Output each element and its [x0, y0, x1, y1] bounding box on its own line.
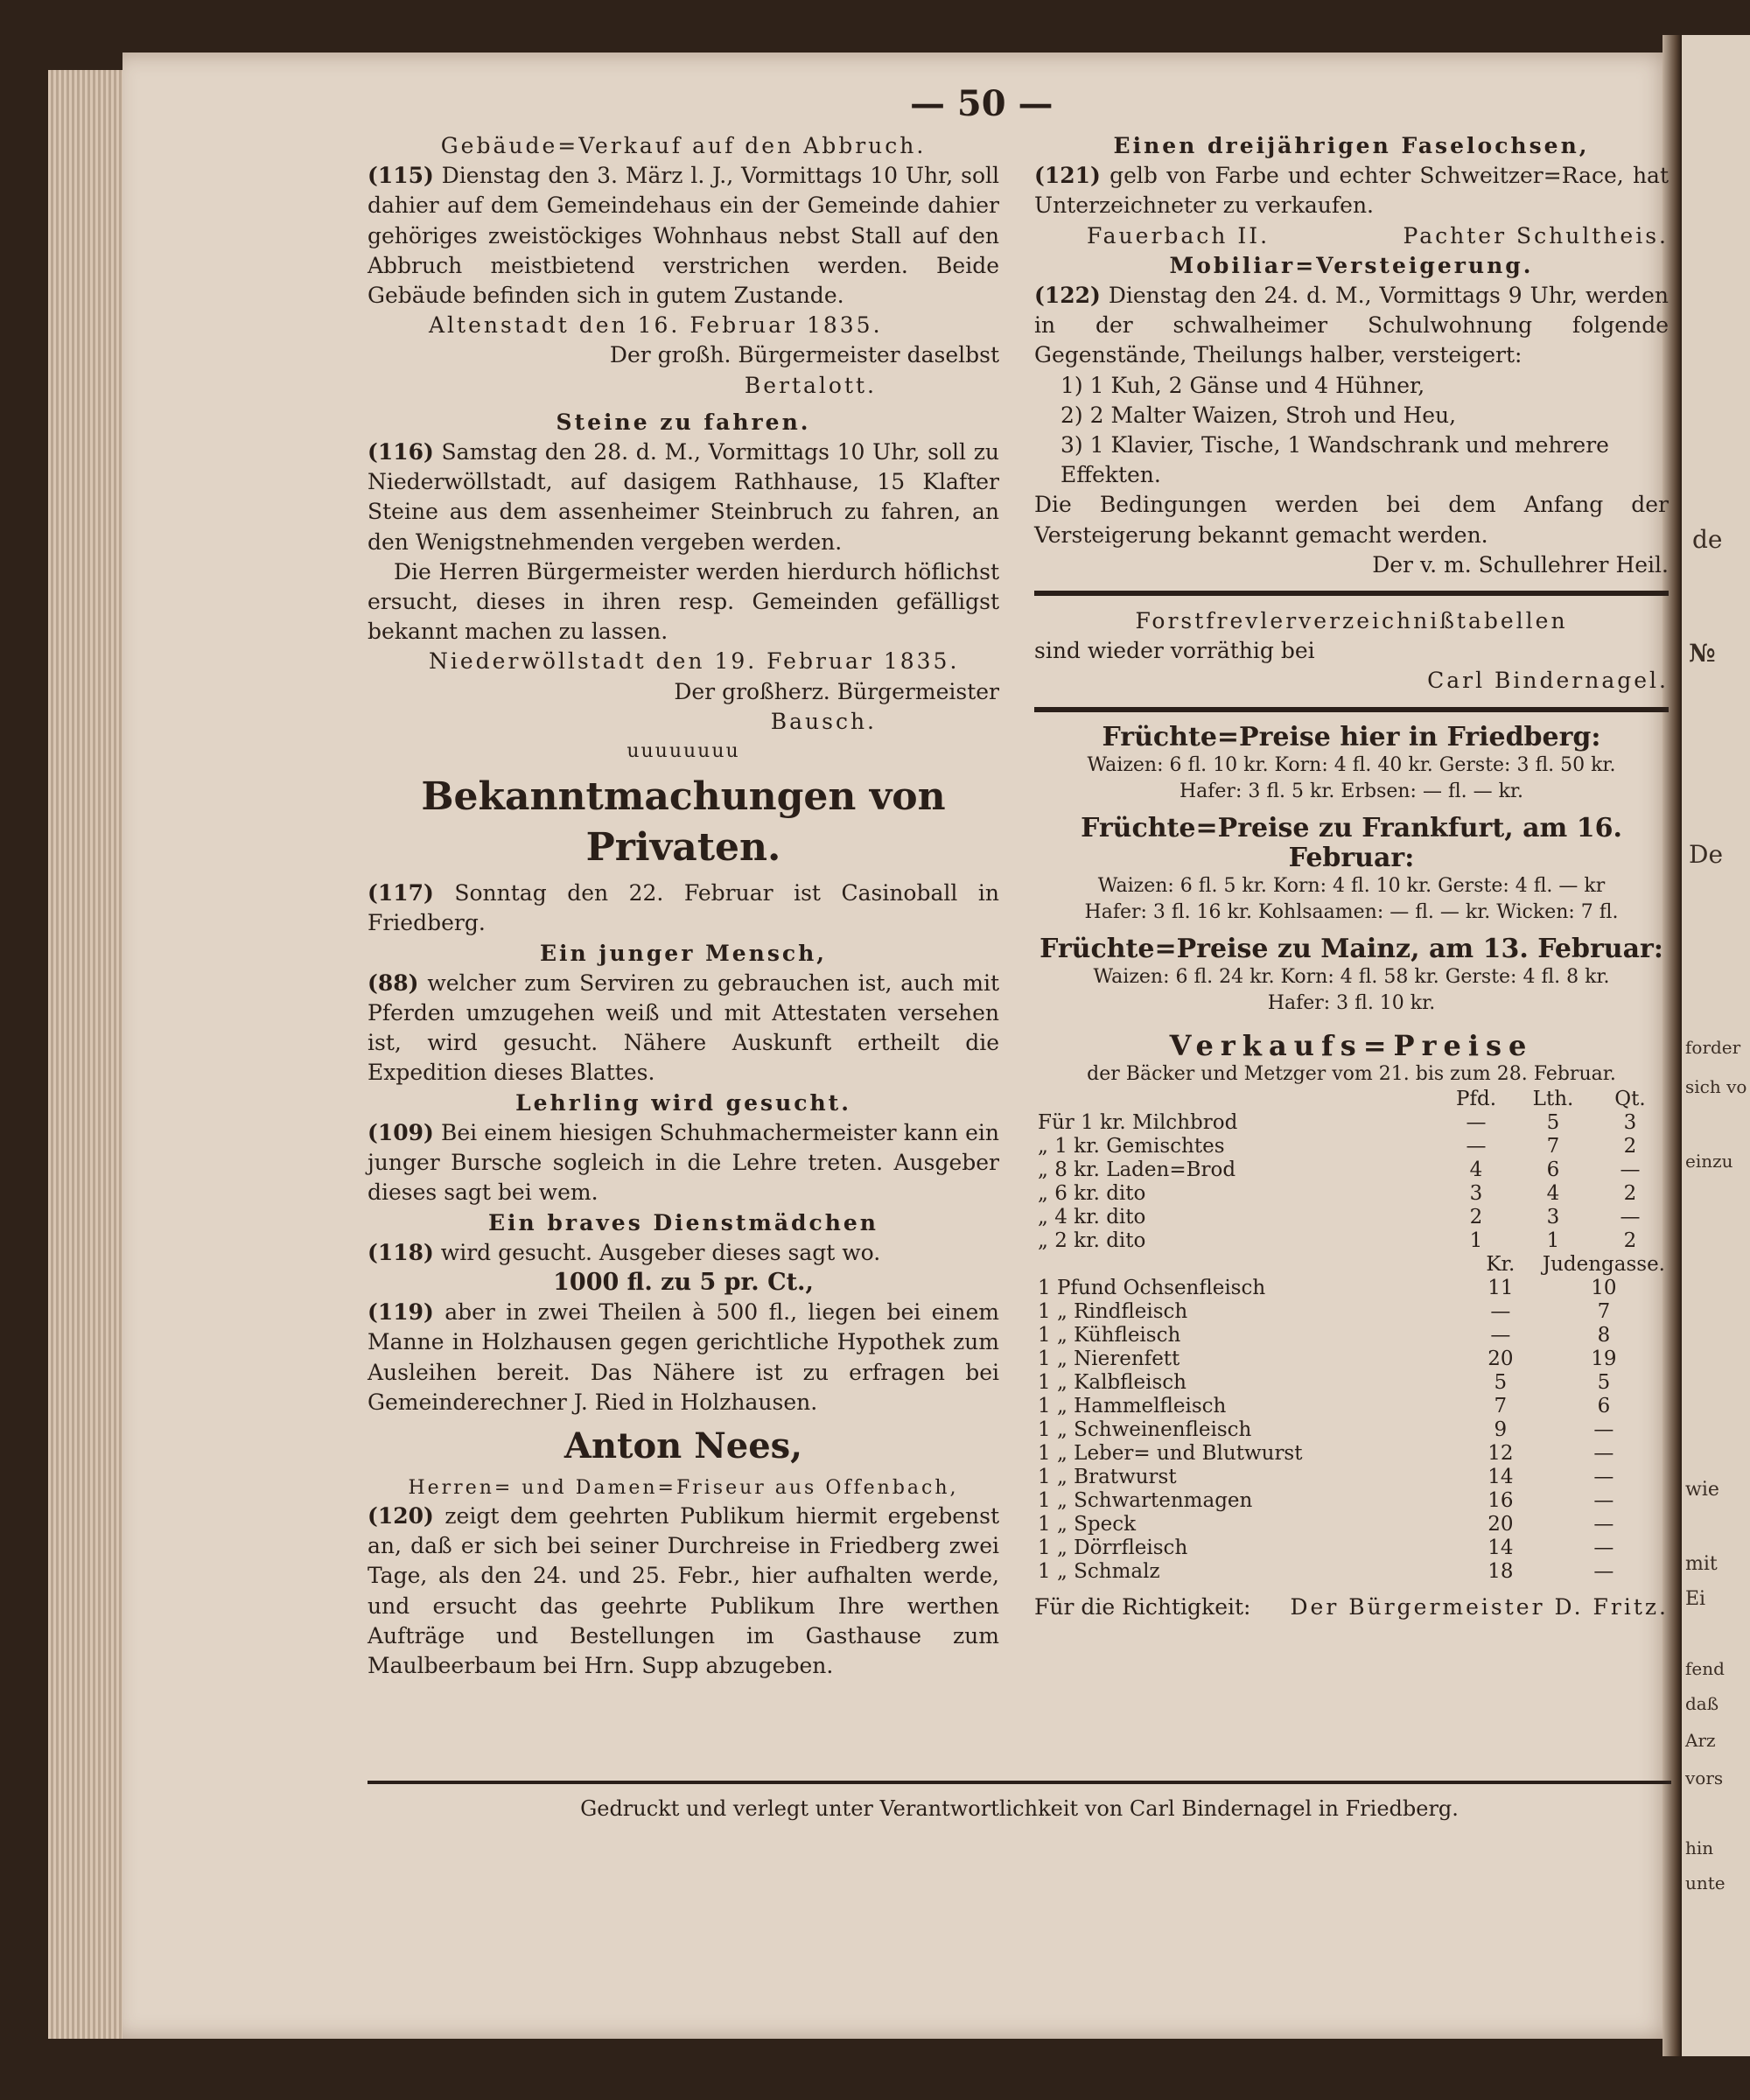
peek-text: de [1692, 525, 1723, 554]
table-cell: — [1593, 1441, 1614, 1465]
peek-text: daß [1685, 1693, 1719, 1714]
table-cell: — [1466, 1134, 1487, 1158]
table-cell: 12 [1488, 1441, 1514, 1465]
bread-table-row [1034, 1111, 1669, 1135]
prices-friedberg-title: Früchte=Preise hier in Friedberg: [1102, 721, 1601, 752]
notice-119-title: 1000 fl. zu 5 pr. Ct., [553, 1268, 814, 1296]
notice-116-title: Steine zu fahren. [556, 409, 811, 435]
bread-table-row [1034, 1229, 1669, 1253]
table-cell: 20 [1488, 1347, 1514, 1370]
notice-signature: Pachter Schultheis. [1403, 222, 1669, 248]
notice-117 [368, 878, 999, 938]
notice-place: Niederwöllstadt den 19. Februar 1835. [429, 648, 960, 675]
printer-footer: Gedruckt und verlegt unter Verantwortlichkeit von Carl Bindernagel in Friedberg. [368, 1781, 1671, 1821]
notice-122-item: 2) 2 Malter Waizen, Stroh und Heu, [1060, 402, 1457, 428]
notice-number: (122) [1034, 283, 1101, 309]
table-cell: Für 1 kr. Milchbrod [1038, 1110, 1238, 1134]
table-cell: — [1490, 1323, 1511, 1347]
notice-119 [368, 1298, 999, 1418]
table-cell: 1 „ Dörrfleisch [1038, 1536, 1188, 1559]
table-cell: — [1620, 1158, 1641, 1181]
meat-table-row [1034, 1560, 1669, 1584]
left-column [368, 131, 999, 1681]
table-header-cell: Judengasse. [1542, 1252, 1665, 1276]
notice-text-2: Die Bedingungen werden bei dem Anfang der Versteigerung bekannt gemacht werden. [1034, 492, 1669, 548]
table-cell: 2 [1469, 1205, 1483, 1228]
verkauf-footer [1034, 1592, 1669, 1622]
verkauf-title: Verkaufs=Preise [1169, 1029, 1534, 1063]
notice-number: (109) [368, 1119, 434, 1145]
table-header-cell [1034, 1253, 1462, 1277]
table-header-cell: Lth. [1532, 1087, 1574, 1110]
table-cell: „ 6 kr. dito [1038, 1181, 1146, 1205]
table-cell: 3 [1546, 1205, 1560, 1228]
notice-text: zeigt dem geehrten Publikum hiermit ergebenst an, daß er sich bei seiner Durchreise in Friedberg zwei Tage, als den 24. und 25. Febr., hier aufhalten werde, und ersucht das geehrte Publikum Ihre werthen Aufträge und Bestellungen im Gasthause zum Maulbeerbaum bei Hrn. Supp abzugeben. [368, 1502, 999, 1678]
table-cell: 7 [1546, 1134, 1560, 1158]
prices-mainz-title: Früchte=Preise zu Mainz, am 13. Februar: [1040, 934, 1663, 965]
table-cell: 9 [1494, 1418, 1508, 1441]
peek-text: sich vo [1685, 1076, 1747, 1097]
notice-number: (115) [368, 163, 434, 189]
notice-signature-name: Bausch. [770, 708, 877, 734]
table-cell: 6 [1546, 1158, 1560, 1181]
table-cell: 6 [1597, 1394, 1611, 1418]
notice-text-2: Die Herren Bürgermeister werden hierdurch höflichst ersucht, dieses in ihren resp. Gemeinden gefälligst bekannt machen zu lassen. [368, 558, 999, 645]
right-column [1034, 131, 1669, 1622]
prices-friedberg-line: Waizen: 6 fl. 10 kr. Korn: 4 fl. 40 kr. Gerste: 3 fl. 50 kr. [1087, 753, 1616, 776]
forst-line-2: sind wieder vorräthig bei [1034, 638, 1315, 664]
forst-line-1: Forstfrevlerverzeichnißtabellen [1135, 608, 1568, 634]
bread-price-table [1034, 1088, 1669, 1253]
notice-text: welcher zum Serviren zu gebrauchen ist, auch mit Pferden umzugehen weiß und mit Attestaten versehen ist, wird gesucht. Nähere Auskunft ertheilt die Expedition dieses Blattes. [368, 970, 999, 1086]
notice-number: (121) [1034, 163, 1101, 189]
notice-text: gelb von Farbe und echter Schweitzer=Race, hat Unterzeichneter zu verkaufen. [1034, 163, 1669, 219]
table-cell: 4 [1469, 1158, 1483, 1181]
meat-table-row [1034, 1489, 1669, 1513]
notice-88-title: Ein junger Mensch, [539, 940, 828, 966]
table-cell: 3 [1469, 1181, 1483, 1205]
prices-frankfurt-title: Früchte=Preise zu Frankfurt, am 16. Februar: [1081, 812, 1622, 874]
prices-frankfurt-line: Hafer: 3 fl. 16 kr. Kohlsaamen: — fl. — kr. Wicken: 7 fl. [1084, 901, 1619, 924]
notice-signature: Der großh. Bürgermeister daselbst [609, 342, 999, 368]
table-cell: — [1620, 1205, 1641, 1228]
meat-price-table [1034, 1253, 1669, 1584]
verkauf-subtitle: der Bäcker und Metzger vom 21. bis zum 28. Februar. [1087, 1062, 1616, 1085]
prices-mainz-line: Hafer: 3 fl. 10 kr. [1267, 992, 1436, 1015]
table-cell: 20 [1488, 1512, 1514, 1536]
notice-text: Bei einem hiesigen Schuhmachermeister kann ein junger Bursche sogleich in die Lehre treten. Ausgeber dieses sagt bei wem. [368, 1119, 999, 1206]
table-cell: 1 „ Schwartenmagen [1038, 1488, 1253, 1512]
meat-table-row [1034, 1536, 1669, 1560]
table-cell: 1 Pfund Ochsenfleisch [1038, 1276, 1266, 1299]
verkauf-footer-left: Für die Richtigkeit: [1034, 1593, 1251, 1620]
table-cell: 11 [1488, 1276, 1514, 1299]
notice-number: (117) [368, 880, 434, 906]
verkauf-footer-right: Der Bürgermeister D. Fritz. [1290, 1593, 1669, 1620]
notice-number: (118) [368, 1239, 434, 1265]
table-cell: „ 8 kr. Laden=Brod [1038, 1158, 1236, 1181]
peek-text: fend [1685, 1658, 1725, 1679]
notice-text: Sonntag den 22. Februar ist Casinoball in Friedberg. [368, 880, 999, 936]
notice-text: Dienstag den 24. d. M., Vormittags 9 Uhr, werden in der schwalheimer Schulwohnung folgende Gegenstände, Theilungs halber, versteigert: [1034, 283, 1669, 368]
meat-table-row [1034, 1324, 1669, 1348]
notice-120-subtitle: Herren= und Damen=Friseur aus Offenbach, [408, 1476, 959, 1499]
notice-122-item: 1) 1 Kuh, 2 Gänse und 4 Hühner, [1060, 372, 1425, 398]
table-cell: — [1593, 1465, 1614, 1488]
next-page-edge [1682, 35, 1750, 2056]
peek-text: einzu [1685, 1151, 1733, 1172]
notice-115-title: Gebäude=Verkauf auf den Abbruch. [440, 133, 927, 158]
peek-text: Arz [1685, 1730, 1716, 1751]
notice-120-name: Anton Nees, [564, 1424, 803, 1466]
table-cell: 3 [1623, 1110, 1637, 1134]
bread-table-row [1034, 1135, 1669, 1158]
peek-text: vors [1685, 1768, 1724, 1788]
notice-place: Altenstadt den 16. Februar 1835. [429, 312, 883, 339]
table-cell: — [1593, 1488, 1614, 1512]
rule [1034, 591, 1669, 596]
table-header-cell: Kr. [1486, 1252, 1516, 1276]
meat-table-row [1034, 1277, 1669, 1300]
table-cell: 2 [1623, 1134, 1637, 1158]
divider-ornament: uuuuuuuu [626, 740, 740, 763]
table-cell: 10 [1591, 1276, 1617, 1299]
notice-number: (120) [368, 1502, 434, 1529]
bread-table-row [1034, 1182, 1669, 1206]
rule [1034, 707, 1669, 712]
table-cell: 1 „ Nierenfett [1038, 1347, 1180, 1370]
peek-text: mit [1685, 1553, 1718, 1575]
peek-text: Ei [1685, 1588, 1706, 1610]
notice-signature: Der v. m. Schullehrer Heil. [1372, 551, 1669, 578]
notice-text: aber in zwei Theilen à 500 fl., liegen bei einem Manne in Holzhausen gegen gerichtliche Hypothek zum Ausleihen bereit. Das Nähere ist zu erfragen bei Gemeinderechner J. Ried in Holzhausen. [368, 1299, 999, 1415]
notice-109-title: Lehrling wird gesucht. [515, 1089, 851, 1116]
notice-121-footer [1034, 221, 1669, 251]
notice-118-title: Ein braves Dienstmädchen [488, 1209, 878, 1236]
meat-table-row [1034, 1348, 1669, 1371]
meat-table-row [1034, 1513, 1669, 1536]
table-cell: — [1593, 1536, 1614, 1559]
page-number: — 50 — [910, 83, 1054, 124]
table-cell: 1 [1546, 1228, 1560, 1252]
meat-table-row [1034, 1442, 1669, 1466]
prices-frankfurt-line: Waizen: 6 fl. 5 kr. Korn: 4 fl. 10 kr. Gerste: 4 fl. — kr [1097, 875, 1606, 898]
table-cell: 1 „ Hammelfleisch [1038, 1394, 1227, 1418]
notice-121-title: Einen dreijährigen Faselochsen, [1113, 133, 1590, 158]
peek-text: wie [1685, 1479, 1719, 1501]
notice-text: wird gesucht. Ausgeber dieses sagt wo. [440, 1239, 881, 1265]
table-cell: 14 [1488, 1536, 1514, 1559]
table-cell: 7 [1494, 1394, 1508, 1418]
table-cell: 1 „ Bratwurst [1038, 1465, 1177, 1488]
table-cell: — [1490, 1299, 1511, 1323]
notice-text: Dienstag den 3. März l. J., Vormittags 10 Uhr, soll dahier auf dem Gemeindehaus ein der Gemeinde dahier gehöriges zweistöckiges Wohnhaus nebst Stall auf den Abbruch meistbietend verstrichen werden. Beide Gebäude befinden sich in gutem Zustande. [368, 163, 999, 309]
page-edges [48, 70, 131, 2039]
table-cell: 1 [1469, 1228, 1483, 1252]
table-cell: 5 [1597, 1370, 1611, 1394]
notice-number: (116) [368, 439, 434, 466]
peek-text: De [1689, 840, 1724, 869]
meat-table-row [1034, 1395, 1669, 1418]
table-header-cell: Qt. [1614, 1087, 1646, 1110]
table-cell: „ 1 kr. Gemischtes [1038, 1134, 1225, 1158]
prices-friedberg-line: Hafer: 3 fl. 5 kr. Erbsen: — fl. — kr. [1179, 780, 1524, 802]
table-cell: 2 [1623, 1228, 1637, 1252]
table-cell: 1 „ Schweinenfleisch [1038, 1418, 1252, 1441]
table-cell: 19 [1591, 1347, 1617, 1370]
private-heading: Bekanntmachungen von Privaten. [421, 774, 946, 871]
meat-table-row [1034, 1371, 1669, 1395]
notice-122-title: Mobiliar=Versteigerung. [1169, 252, 1534, 278]
notice-116 [368, 438, 999, 557]
table-header-cell [1034, 1088, 1438, 1111]
notice-signature: Der großherz. Bürgermeister [674, 678, 999, 704]
table-cell: 18 [1488, 1559, 1514, 1583]
notice-place: Fauerbach II. [1087, 222, 1270, 248]
table-cell: 14 [1488, 1465, 1514, 1488]
table-cell: 1 „ Speck [1038, 1512, 1137, 1536]
notice-number: (88) [368, 970, 419, 996]
table-cell: — [1593, 1559, 1614, 1583]
table-cell: 16 [1488, 1488, 1514, 1512]
table-cell: „ 4 kr. dito [1038, 1205, 1146, 1228]
notice-118 [368, 1238, 999, 1268]
meat-table-row [1034, 1418, 1669, 1442]
peek-text: № [1689, 639, 1716, 668]
meat-table-row [1034, 1466, 1669, 1489]
notice-88 [368, 969, 999, 1088]
table-cell: 2 [1623, 1181, 1637, 1205]
table-cell: 4 [1546, 1181, 1560, 1205]
bread-table-header [1034, 1088, 1669, 1111]
table-cell: 5 [1546, 1110, 1560, 1134]
forst-signature: Carl Bindernagel. [1427, 668, 1669, 694]
bread-table-row [1034, 1158, 1669, 1182]
table-cell: 1 „ Leber= und Blutwurst [1038, 1441, 1303, 1465]
notice-text: Samstag den 28. d. M., Vormittags 10 Uhr, soll zu Niederwöllstadt, auf dasigem Rathhause, 15 Klafter Steine aus dem assenheimer Steinbruch zu fahren, an den Wenigstnehmenden vergeben werden. [368, 439, 999, 555]
table-cell: 8 [1597, 1323, 1611, 1347]
table-cell: 1 „ Kalbfleisch [1038, 1370, 1186, 1394]
table-cell: 7 [1597, 1299, 1611, 1323]
meat-table-header [1034, 1253, 1669, 1277]
meat-table-row [1034, 1300, 1669, 1324]
table-header-cell: Pfd. [1455, 1087, 1497, 1110]
peek-text: unte [1685, 1872, 1726, 1894]
notice-121 [1034, 161, 1669, 220]
peek-text: hin [1685, 1838, 1714, 1858]
notice-number: (119) [368, 1299, 434, 1326]
bread-table-row [1034, 1206, 1669, 1229]
table-cell: 1 „ Schmalz [1038, 1559, 1160, 1583]
notice-signature-name: Bertalott. [744, 372, 877, 398]
table-cell: 1 „ Kühfleisch [1038, 1323, 1181, 1347]
notice-115 [368, 161, 999, 311]
notice-109 [368, 1118, 999, 1208]
prices-mainz-line: Waizen: 6 fl. 24 kr. Korn: 4 fl. 58 kr. Gerste: 4 fl. 8 kr. [1093, 966, 1610, 989]
table-cell: — [1593, 1418, 1614, 1441]
table-cell: — [1466, 1110, 1487, 1134]
table-cell: 1 „ Rindfleisch [1038, 1299, 1188, 1323]
notice-122 [1034, 281, 1669, 371]
notice-120 [368, 1502, 999, 1681]
table-cell: — [1593, 1512, 1614, 1536]
table-cell: 5 [1494, 1370, 1508, 1394]
peek-text: forder [1685, 1037, 1741, 1058]
table-cell: „ 2 kr. dito [1038, 1228, 1146, 1252]
notice-122-item: 3) 1 Klavier, Tische, 1 Wandschrank und mehrere Effekten. [1060, 432, 1609, 488]
